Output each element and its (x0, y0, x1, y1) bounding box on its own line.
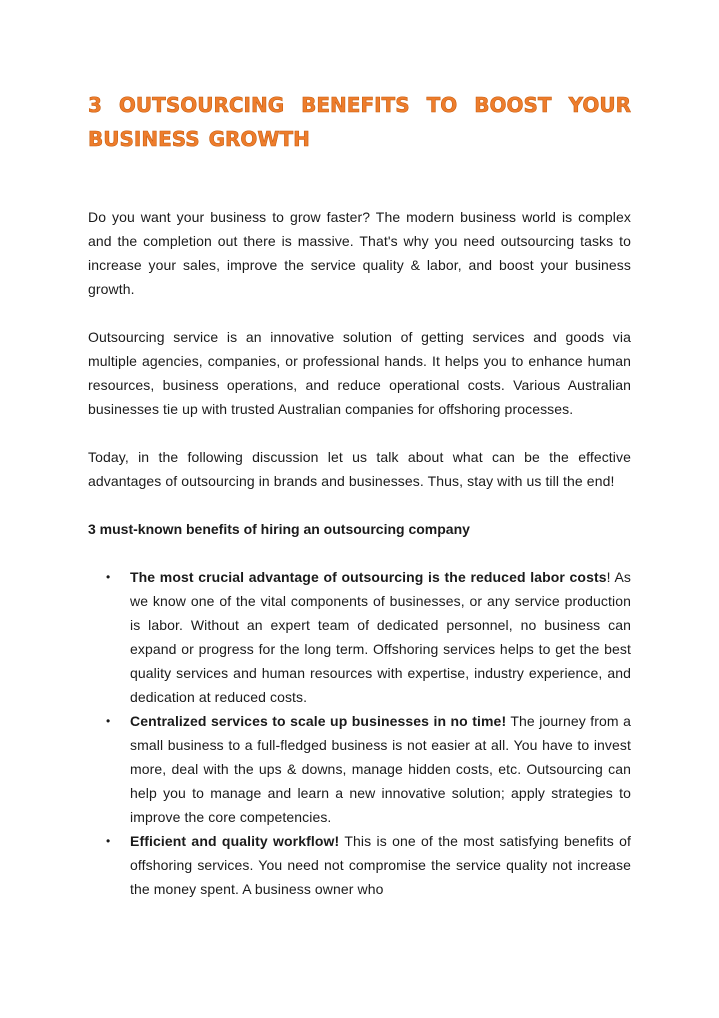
benefits-subheading: 3 must-known benefits of hiring an outsourcing company (88, 521, 470, 537)
intro-paragraph: Do you want your business to grow faster? The modern business world is complex and the completion out there is massive. That's why you need outsourcing tasks to increase your sales, improve the service quality & labor, and boost your business growth. (88, 209, 631, 297)
bullet-icon: • (106, 834, 111, 848)
discussion-paragraph: Today, in the following discussion let us talk about what can be the effective advantages of outsourcing in brands and businesses. Thus, stay with us till the end! (88, 449, 631, 489)
benefit-lead: Centralized services to scale up businesses in no time! (130, 713, 507, 729)
document-page (88, 88, 631, 901)
benefit-item-labor-costs (88, 565, 631, 709)
benefit-lead: Efficient and quality workflow! (130, 833, 340, 849)
definition-paragraph: Outsourcing service is an innovative solution of getting services and goods via multiple agencies, companies, or professional hands. It helps you to enhance human resources, business operations, and reduce operational costs. Various Australian businesses tie up with trusted Australian companies for offshoring processes. (88, 329, 631, 417)
benefits-list (88, 565, 631, 901)
bullet-icon: • (106, 714, 111, 728)
benefit-text: ! As we know one of the vital components of businesses, or any service production is labor. Without an expert team of dedicated personnel, no business can expand or progress for the long term. Offshoring services helps to get the best quality services and human resources with expertise, industry experience, and dedication at reduced costs. (130, 569, 631, 705)
benefit-lead: The most crucial advantage of outsourcing is the reduced labor costs (130, 569, 607, 585)
bullet-icon: • (106, 570, 111, 584)
benefit-item-quality-workflow (88, 829, 631, 901)
benefit-item-centralized-services (88, 709, 631, 829)
article-title: 3 OUTSOURCING BENEFITS TO BOOST YOUR BUSINESS GROWTH (88, 93, 631, 151)
benefit-text: The journey from a small business to a full-fledged business is not easier at all. You have to invest more, deal with the ups & downs, manage hidden costs, etc. Outsourcing can help you to manage and learn a new innovative solution; apply strategies to improve the core competencies. (130, 713, 631, 825)
benefit-text: This is one of the most satisfying benefits of offshoring services. You need not compromise the service quality not increase the money spent. A business owner who (130, 833, 631, 897)
